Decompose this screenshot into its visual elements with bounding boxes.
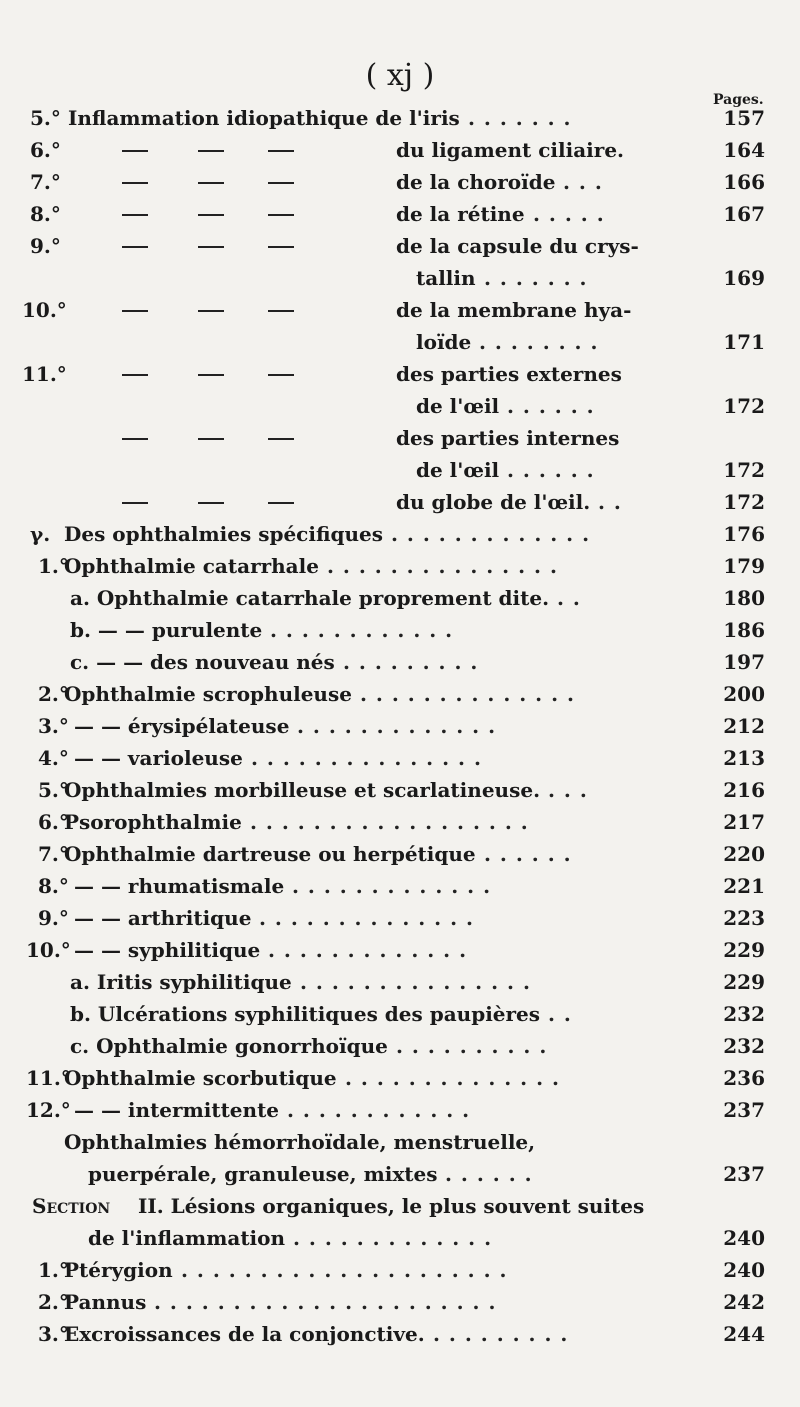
- dot-leader: . . . . . . . . . . . .: [270, 618, 454, 642]
- page-number: 223: [723, 906, 765, 930]
- ditto-dash: [122, 214, 148, 216]
- ditto-dash: [122, 310, 148, 312]
- toc-entry: [0, 1129, 800, 1155]
- page-number: 164: [723, 138, 765, 162]
- entry-number: 1.°: [38, 554, 69, 578]
- toc-entry: [0, 713, 800, 739]
- entry-number: 12.°: [26, 1098, 71, 1122]
- page-number: 221: [723, 874, 765, 898]
- dot-leader: . .: [598, 490, 622, 514]
- page-number: 232: [723, 1002, 765, 1026]
- entry-title: — — intermittente: [74, 1098, 280, 1122]
- ditto-dash: [268, 502, 294, 504]
- entry-title: du ligament ciliaire.: [396, 138, 625, 162]
- ditto-dash: [268, 246, 294, 248]
- dot-leader: . . . . . . . . . . . . .: [293, 1226, 493, 1250]
- ditto-dash: [268, 214, 294, 216]
- dot-leader: . . . . . . . . . . . . . . .: [327, 554, 558, 578]
- toc-entry: [0, 777, 800, 803]
- dot-leader: . . . . . . . . . . . . .: [268, 938, 468, 962]
- entry-title: — — arthritique: [74, 906, 252, 930]
- entry-title: — — érysipélateuse: [74, 714, 290, 738]
- toc-entry: [0, 937, 800, 963]
- page-number: 167: [723, 202, 765, 226]
- page-number: 166: [723, 170, 765, 194]
- entry-number: 7.°: [38, 842, 69, 866]
- entry-title: b. — — purulente: [70, 618, 263, 642]
- toc-entry: [0, 265, 800, 291]
- entry-title: — — rhumatismale: [74, 874, 285, 898]
- dot-leader: . . . . . . . . . . . . .: [292, 874, 492, 898]
- section-label: Section: [32, 1194, 111, 1218]
- page-number: 176: [723, 522, 765, 546]
- ditto-dash: [198, 374, 224, 376]
- entry-title: Psorophthalmie: [64, 810, 242, 834]
- toc-entry: [0, 553, 800, 579]
- entry-title: Ophthalmie scorbutique: [64, 1066, 337, 1090]
- ditto-dash: [122, 150, 148, 152]
- entry-title: de l'œil: [416, 394, 500, 418]
- toc-entry: [0, 489, 800, 515]
- entry-number: γ.: [30, 522, 51, 546]
- page-number: 240: [723, 1226, 765, 1250]
- dot-leader: . . . . . . . . .: [433, 1322, 569, 1346]
- entry-title: — — varioleuse: [74, 746, 243, 770]
- ditto-dash: [198, 246, 224, 248]
- ditto-dash: [198, 438, 224, 440]
- pages-column-label: Pages.: [713, 92, 764, 108]
- ditto-dash: [122, 246, 148, 248]
- dot-leader: . . . . . .: [445, 1162, 533, 1186]
- dot-leader: . . . . . . .: [468, 106, 572, 130]
- dot-leader: . . . . . . . . . . . . . .: [259, 906, 474, 930]
- toc-entry: [0, 521, 800, 547]
- ditto-dash: [268, 182, 294, 184]
- toc-entry: [0, 1161, 800, 1187]
- ditto-dash: [268, 150, 294, 152]
- entry-title: Ptérygion: [64, 1258, 173, 1282]
- toc-entry: [0, 233, 800, 259]
- page-number: 220: [723, 842, 765, 866]
- toc-entry: [0, 1193, 800, 1219]
- entry-title: Ophthalmies morbilleuse et scarlatineuse.: [64, 778, 541, 802]
- entry-title: des parties internes: [396, 426, 620, 450]
- dot-leader: . .: [557, 586, 581, 610]
- toc-entry: [0, 169, 800, 195]
- entry-title: II. Lésions organiques, le plus souvent suites: [138, 1194, 645, 1218]
- entry-title: du globe de l'œil.: [396, 490, 591, 514]
- page-number: 172: [723, 394, 765, 418]
- entry-title: de la choroïde: [396, 170, 556, 194]
- entry-title: Ophthalmie dartreuse ou herpétique: [64, 842, 476, 866]
- entry-number: 11.°: [22, 362, 67, 386]
- entry-title: a. Iritis syphilitique: [70, 970, 292, 994]
- page-number: 171: [723, 330, 765, 354]
- entry-number: 3.°: [38, 1322, 69, 1346]
- toc-entry: [0, 681, 800, 707]
- dot-leader: . . . . . .: [484, 842, 572, 866]
- entry-title: Des ophthalmies spécifiques: [64, 522, 383, 546]
- entry-title: Inflammation idiopathique de l'iris: [68, 106, 460, 130]
- entry-number: 2.°: [38, 682, 69, 706]
- ditto-dash: [198, 214, 224, 216]
- toc-entry: [0, 1097, 800, 1123]
- entry-number: 10.°: [26, 938, 71, 962]
- entry-number: 6.°: [38, 810, 69, 834]
- toc-entry: [0, 1001, 800, 1027]
- page-number: 232: [723, 1034, 765, 1058]
- entry-number: 1.°: [38, 1258, 69, 1282]
- page-number: 237: [723, 1162, 765, 1186]
- ditto-dash: [122, 438, 148, 440]
- toc-entry: [0, 969, 800, 995]
- toc-entry: [0, 745, 800, 771]
- toc-entry: [0, 1257, 800, 1283]
- toc-entry: [0, 649, 800, 675]
- ditto-dash: [198, 310, 224, 312]
- dot-leader: . . . . . . . . . . . . .: [297, 714, 497, 738]
- entry-number: 7.°: [30, 170, 61, 194]
- page-number: 229: [723, 938, 765, 962]
- ditto-dash: [122, 374, 148, 376]
- dot-leader: . . . . . . . . . . . . . . .: [300, 970, 531, 994]
- toc-entry: [0, 1065, 800, 1091]
- dot-leader: . . .: [548, 778, 588, 802]
- page-number: 200: [723, 682, 765, 706]
- entry-number: 9.°: [38, 906, 69, 930]
- page-number: 197: [723, 650, 765, 674]
- toc-entry: [0, 585, 800, 611]
- entry-title: de l'inflammation: [88, 1226, 286, 1250]
- entry-title: de l'œil: [416, 458, 500, 482]
- toc-entry: [0, 457, 800, 483]
- entry-number: 5.°: [30, 106, 61, 130]
- dot-leader: . . . . . .: [507, 394, 595, 418]
- ditto-dash: [198, 182, 224, 184]
- toc-entry: [0, 905, 800, 931]
- ditto-dash: [268, 310, 294, 312]
- page-number: 186: [723, 618, 765, 642]
- toc-entry: [0, 361, 800, 387]
- page-number: 237: [723, 1098, 765, 1122]
- dot-leader: . . . . . .: [507, 458, 595, 482]
- ditto-dash: [122, 502, 148, 504]
- dot-leader: . . . . . . . . . . . .: [287, 1098, 471, 1122]
- ditto-dash: [268, 374, 294, 376]
- entry-number: 8.°: [38, 874, 69, 898]
- entry-number: 8.°: [30, 202, 61, 226]
- dot-leader: . . . . .: [533, 202, 605, 226]
- dot-leader: . . . . . . . . . . . . . .: [360, 682, 575, 706]
- entry-title: tallin: [416, 266, 476, 290]
- dot-leader: . . . . . . . . . . . . .: [391, 522, 591, 546]
- page-number: 229: [723, 970, 765, 994]
- dot-leader: . . . . . . . . . .: [396, 1034, 548, 1058]
- toc-entry: [0, 1321, 800, 1347]
- entry-title: de la capsule du crys-: [396, 234, 639, 258]
- page-number: 169: [723, 266, 765, 290]
- entry-number: 4.°: [38, 746, 69, 770]
- entry-title: puerpérale, granuleuse, mixtes: [88, 1162, 438, 1186]
- page-number: 244: [723, 1322, 765, 1346]
- ditto-dash: [268, 438, 294, 440]
- entry-number: 2.°: [38, 1290, 69, 1314]
- toc-entry: [0, 297, 800, 323]
- dot-leader: . . . . . . . .: [479, 330, 599, 354]
- dot-leader: . . . . . . . . . . . . . . . . . . . . . .: [154, 1290, 497, 1314]
- dot-leader: . . . . . . . . . . . . . . .: [251, 746, 482, 770]
- page-number: 172: [723, 490, 765, 514]
- entry-title: c. — — des nouveau nés: [70, 650, 335, 674]
- page-number: 157: [723, 106, 765, 130]
- toc-entry: [0, 105, 800, 131]
- entry-number: 11.°: [26, 1066, 71, 1090]
- entry-title: Excroissances de la conjonctive.: [64, 1322, 425, 1346]
- dot-leader: . . . . . . . . . . . . . .: [345, 1066, 560, 1090]
- dot-leader: . . . . . . .: [484, 266, 588, 290]
- dot-leader: . .: [548, 1002, 572, 1026]
- dot-leader: . . . . . . . . . . . . . . . . . . . . .: [181, 1258, 508, 1282]
- toc-entry: [0, 425, 800, 451]
- entry-number: 6.°: [30, 138, 61, 162]
- ditto-dash: [198, 502, 224, 504]
- page-marker: ( xj ): [365, 58, 435, 93]
- page-number: 216: [723, 778, 765, 802]
- toc-entry: [0, 329, 800, 355]
- entry-number: 10.°: [22, 298, 67, 322]
- toc-entry: [0, 617, 800, 643]
- page-number: 212: [723, 714, 765, 738]
- entry-number: 3.°: [38, 714, 69, 738]
- page-number: 242: [723, 1290, 765, 1314]
- entry-title: de la rétine: [396, 202, 525, 226]
- entry-title: Pannus: [64, 1290, 147, 1314]
- toc-entry: [0, 1225, 800, 1251]
- page-number: 180: [723, 586, 765, 610]
- entry-title: Ophthalmie scrophuleuse: [64, 682, 352, 706]
- page-number: 172: [723, 458, 765, 482]
- page-number: 217: [723, 810, 765, 834]
- page-number: 240: [723, 1258, 765, 1282]
- toc-entry: [0, 137, 800, 163]
- entry-number: 9.°: [30, 234, 61, 258]
- toc-entry: [0, 201, 800, 227]
- ditto-dash: [198, 150, 224, 152]
- dot-leader: . . . . . . . . .: [343, 650, 479, 674]
- toc-entry: [0, 1289, 800, 1315]
- toc-entry: [0, 1033, 800, 1059]
- entry-title: de la membrane hya-: [396, 298, 632, 322]
- dot-leader: . . .: [563, 170, 603, 194]
- entry-number: 5.°: [38, 778, 69, 802]
- toc-entry: [0, 873, 800, 899]
- entry-title: — — syphilitique: [74, 938, 261, 962]
- toc-entry: [0, 841, 800, 867]
- entry-title: des parties externes: [396, 362, 622, 386]
- page-number: 179: [723, 554, 765, 578]
- page-number: 236: [723, 1066, 765, 1090]
- entry-title: Ophthalmies hémorrhoïdale, menstruelle,: [64, 1130, 536, 1154]
- toc-entry: [0, 809, 800, 835]
- toc-entry: [0, 393, 800, 419]
- page-number: 213: [723, 746, 765, 770]
- entry-title: a. Ophthalmie catarrhale proprement dite.: [70, 586, 550, 610]
- entry-title: b. Ulcérations syphilitiques des paupières: [70, 1002, 541, 1026]
- entry-title: Ophthalmie catarrhale: [64, 554, 319, 578]
- entry-title: c. Ophthalmie gonorrhoïque: [70, 1034, 388, 1058]
- entry-title: loïde: [416, 330, 472, 354]
- dot-leader: . . . . . . . . . . . . . . . . . .: [250, 810, 529, 834]
- ditto-dash: [122, 182, 148, 184]
